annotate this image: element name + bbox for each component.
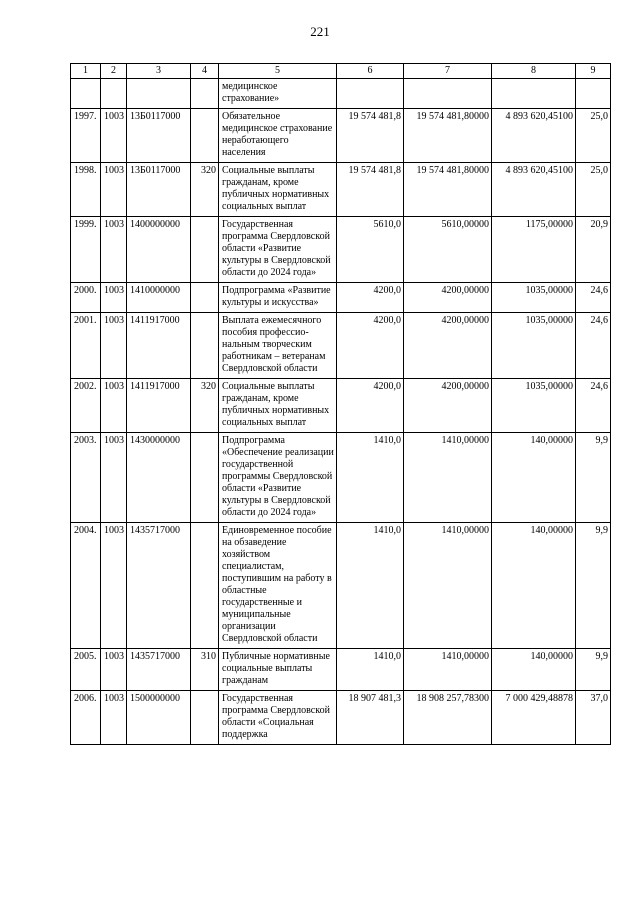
header-row: [71, 64, 611, 79]
amount-col8: 4 893 620,45100: [492, 109, 576, 163]
percent-col9: 20,9: [576, 217, 611, 283]
row-number: 1997.: [71, 109, 101, 163]
percent-col9: 25,0: [576, 163, 611, 217]
amount-col6: [337, 79, 404, 109]
amount-col6: 19 574 481,8: [337, 163, 404, 217]
table-row: [71, 217, 611, 283]
item-name: Подпрограмма «Обеспечение реализации государственной программы Свердловской области «Развитие культуры в Свердловской области до 2024 года»: [219, 433, 337, 523]
row-number: [71, 79, 101, 109]
amount-col6: 1410,0: [337, 649, 404, 691]
percent-col9: 9,9: [576, 433, 611, 523]
amount-col7: 19 574 481,80000: [404, 109, 492, 163]
amount-col8: 140,00000: [492, 433, 576, 523]
table-row: [71, 283, 611, 313]
expense-type-code: [191, 79, 219, 109]
amount-col8: 1035,00000: [492, 283, 576, 313]
page-number: 221: [310, 24, 330, 39]
expense-type-code: [191, 217, 219, 283]
section-code: 1003: [101, 523, 127, 649]
row-number: 1998.: [71, 163, 101, 217]
column-header: 5: [219, 64, 337, 79]
item-name: Публичные нормативные социальные выплаты гражданам: [219, 649, 337, 691]
expense-type-code: 310: [191, 649, 219, 691]
amount-col7: 4200,00000: [404, 283, 492, 313]
table-row: [71, 523, 611, 649]
row-number: 2002.: [71, 379, 101, 433]
item-name: Выплата ежемесячного пособия профессио- нальным творческим работникам – ветеранам Свердловской области: [219, 313, 337, 379]
section-code: 1003: [101, 217, 127, 283]
item-name: Подпрограмма «Развитие культуры и искусства»: [219, 283, 337, 313]
expense-type-code: [191, 283, 219, 313]
amount-col7: 1410,00000: [404, 433, 492, 523]
section-code: 1003: [101, 313, 127, 379]
percent-col9: 9,9: [576, 649, 611, 691]
amount-col7: [404, 79, 492, 109]
expense-type-code: [191, 433, 219, 523]
amount-col8: 7 000 429,48878: [492, 691, 576, 745]
amount-col8: 1035,00000: [492, 379, 576, 433]
row-number: 1999.: [71, 217, 101, 283]
percent-col9: 24,6: [576, 379, 611, 433]
item-name: Обязательное медицинское страхование неработающего населения: [219, 109, 337, 163]
target-code: 1500000000: [127, 691, 191, 745]
target-code: 1430000000: [127, 433, 191, 523]
table-row: [71, 313, 611, 379]
row-number: 2006.: [71, 691, 101, 745]
amount-col8: 1035,00000: [492, 313, 576, 379]
amount-col8: 1175,00000: [492, 217, 576, 283]
column-header: 3: [127, 64, 191, 79]
expense-type-code: 320: [191, 379, 219, 433]
target-code: 1400000000: [127, 217, 191, 283]
section-code: 1003: [101, 379, 127, 433]
expense-type-code: [191, 109, 219, 163]
section-code: 1003: [101, 433, 127, 523]
item-name: Социальные выплаты гражданам, кроме публичных нормативных социальных выплат: [219, 163, 337, 217]
table-row: [71, 379, 611, 433]
row-number: 2004.: [71, 523, 101, 649]
column-header: 4: [191, 64, 219, 79]
amount-col6: 19 574 481,8: [337, 109, 404, 163]
amount-col6: 5610,0: [337, 217, 404, 283]
target-code: [127, 79, 191, 109]
column-header: 2: [101, 64, 127, 79]
section-code: 1003: [101, 163, 127, 217]
item-name: Единовременное пособие на обзаведение хозяйством специалистам, поступившим на работу в областные государственные и муниципальные организации Свердловской области: [219, 523, 337, 649]
amount-col7: 1410,00000: [404, 649, 492, 691]
table-row: [71, 649, 611, 691]
amount-col6: 4200,0: [337, 283, 404, 313]
percent-col9: 37,0: [576, 691, 611, 745]
amount-col8: [492, 79, 576, 109]
row-number: 2003.: [71, 433, 101, 523]
percent-col9: 24,6: [576, 283, 611, 313]
column-header: 8: [492, 64, 576, 79]
section-code: 1003: [101, 283, 127, 313]
percent-col9: 9,9: [576, 523, 611, 649]
expense-type-code: 320: [191, 163, 219, 217]
amount-col6: 18 907 481,3: [337, 691, 404, 745]
column-header: 9: [576, 64, 611, 79]
amount-col6: 4200,0: [337, 379, 404, 433]
amount-col7: 1410,00000: [404, 523, 492, 649]
column-header: 7: [404, 64, 492, 79]
target-code: 1435717000: [127, 649, 191, 691]
expense-type-code: [191, 691, 219, 745]
target-code: 1435717000: [127, 523, 191, 649]
section-code: 1003: [101, 649, 127, 691]
target-code: 1411917000: [127, 379, 191, 433]
expense-type-code: [191, 313, 219, 379]
percent-col9: 25,0: [576, 109, 611, 163]
item-name: Государственная программа Свердловской области «Социальная поддержка: [219, 691, 337, 745]
amount-col7: 19 574 481,80000: [404, 163, 492, 217]
expense-type-code: [191, 523, 219, 649]
amount-col7: 4200,00000: [404, 379, 492, 433]
column-header: 1: [71, 64, 101, 79]
table-row: [71, 109, 611, 163]
section-code: 1003: [101, 691, 127, 745]
item-name: медицинское страхование»: [219, 79, 337, 109]
table-row: [71, 79, 611, 109]
table-row: [71, 691, 611, 745]
item-name: Государственная программа Свердловской области «Развитие культуры в Свердловской области до 2024 года»: [219, 217, 337, 283]
amount-col8: 140,00000: [492, 523, 576, 649]
amount-col6: 4200,0: [337, 313, 404, 379]
target-code: 13Б0117000: [127, 109, 191, 163]
percent-col9: 24,6: [576, 313, 611, 379]
budget-table: [70, 63, 611, 745]
column-header: 6: [337, 64, 404, 79]
table-row: [71, 433, 611, 523]
target-code: 1410000000: [127, 283, 191, 313]
amount-col7: 18 908 257,78300: [404, 691, 492, 745]
target-code: 13Б0117000: [127, 163, 191, 217]
amount-col6: 1410,0: [337, 523, 404, 649]
row-number: 2005.: [71, 649, 101, 691]
section-code: 1003: [101, 109, 127, 163]
percent-col9: [576, 79, 611, 109]
amount-col7: 4200,00000: [404, 313, 492, 379]
item-name: Социальные выплаты гражданам, кроме публичных нормативных социальных выплат: [219, 379, 337, 433]
amount-col8: 140,00000: [492, 649, 576, 691]
table-row: [71, 163, 611, 217]
row-number: 2000.: [71, 283, 101, 313]
target-code: 1411917000: [127, 313, 191, 379]
amount-col6: 1410,0: [337, 433, 404, 523]
amount-col7: 5610,00000: [404, 217, 492, 283]
row-number: 2001.: [71, 313, 101, 379]
amount-col8: 4 893 620,45100: [492, 163, 576, 217]
section-code: [101, 79, 127, 109]
